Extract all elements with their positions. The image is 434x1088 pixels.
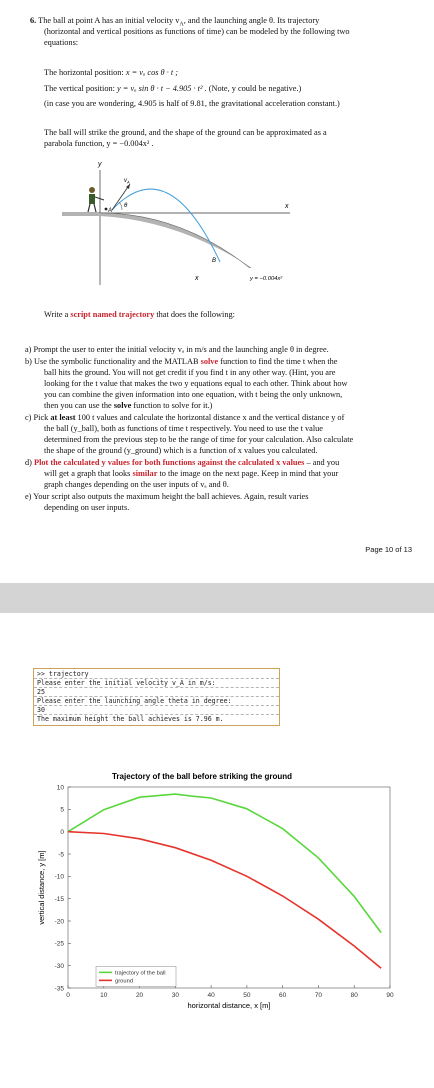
point-a-label: A [108, 208, 113, 214]
diagram-x-label-right: x [285, 203, 289, 210]
theta-label: θ [124, 203, 128, 209]
x-tick-label: 10 [100, 992, 108, 999]
intro-line-2: (horizontal and vertical positions as functions of time) can be modeled by the following two [44, 27, 350, 36]
x-tick-label: 20 [135, 992, 144, 999]
vertical-position-line: The vertical position: y = vₐ sin θ · t − 4.905 · t² . (Note, y could be negative.) [44, 84, 302, 93]
item-e-line-1: e) Your script also outputs the maximum height the ball achieves. Again, result varies [25, 492, 309, 501]
trajectory-chart [0, 763, 434, 1083]
horizontal-position-line: The horizontal position: x = vₐ cos θ · t ; [44, 68, 179, 77]
y-tick-label: -20 [54, 918, 64, 926]
y-tick-label: -15 [54, 895, 64, 903]
page-separator [0, 583, 434, 613]
question-number: 6. [30, 16, 37, 25]
y-tick-label: -10 [54, 873, 64, 881]
diagram-x-label-bottom: x [195, 275, 199, 282]
ground-surface [62, 213, 252, 268]
intro-line-3: equations: [44, 38, 79, 47]
trajectory-diagram [0, 150, 434, 285]
item-b-line-5: then you can use the solve function to solve for it.) [44, 401, 213, 410]
gravity-note: (in case you are wondering, 4.905 is half of 9.81, the gravitational acceleration constant.) [44, 99, 340, 108]
x-tick-label: 70 [314, 992, 323, 999]
y-axis-label: vertical distance, y [m] [37, 850, 46, 925]
launcher-figure-icon [88, 187, 107, 212]
ground-curve [100, 213, 250, 268]
ground-line-1: The ball will strike the ground, and the shape of the ground can be approximated as a [44, 128, 327, 137]
ground-equation-label: y = −0.004x² [250, 276, 283, 282]
console-line-1: >> trajectory [37, 670, 89, 678]
y-tick-label: 10 [56, 784, 64, 792]
legend-label: trajectory of the ball [115, 970, 166, 977]
item-a: a) Prompt the user to enter the initial velocity vₐ in m/s and the launching angle θ in degree. [25, 345, 329, 354]
x-tick-label: 30 [171, 992, 179, 999]
legend-label: ground [115, 978, 134, 985]
x-tick-label: 50 [243, 992, 251, 999]
ground-line-2: parabola function, y = −0.004x² . [44, 139, 154, 148]
x-tick-label: 60 [279, 992, 287, 999]
console-line-4: Please enter the launching angle theta in degree: [37, 697, 232, 705]
console-line-5: 30 [37, 706, 45, 714]
item-c-line-4: the shape of the ground (y_ground) which is a function of x values you calculated. [44, 446, 318, 455]
item-d-line-1: d) Plot the calculated y values for both functions against the calculated x values – and you [25, 458, 340, 467]
document-page-11 [0, 613, 434, 1088]
point-b-label: B [212, 258, 217, 264]
chart-legend [96, 966, 176, 986]
y-tick-label: -30 [54, 962, 64, 970]
item-c-line-2: the ball (y_ball), both as functions of time t respectively. You need to use the t value [44, 424, 323, 433]
item-b-line-3: looking for the t value that makes the two y equations equal to each other. Think about how [44, 379, 348, 388]
y-tick-label: -5 [58, 851, 64, 859]
item-b-line-2: ball hits the ground. You will not get credit if you find t in any other way. (Hint, you are [44, 368, 336, 377]
y-tick-label: 0 [60, 828, 64, 836]
x-tick-label: 80 [350, 992, 358, 999]
x-tick-label: 0 [66, 992, 70, 999]
item-c-line-1: c) Pick at least 100 t values and calculate the horizontal distance x and the vertical distance y of [25, 413, 345, 422]
y-tick-label: -35 [54, 985, 64, 993]
x-axis-label: horizontal distance, x [m] [187, 1001, 271, 1010]
series-line-1 [68, 832, 381, 969]
console-line-6: The maximum height the ball achieves is 7.96 m. [37, 715, 224, 723]
y-tick-label: 5 [60, 806, 64, 814]
chart-title: Trajectory of the ball before striking the ground [111, 772, 293, 781]
x-tick-label: 40 [207, 992, 215, 999]
y-tick-label: -25 [54, 940, 64, 948]
script-name: script named trajectory [70, 310, 155, 319]
x-tick-label: 90 [386, 992, 394, 999]
va-label: $v_A$ [124, 178, 130, 185]
item-c-line-3: determined from the previous step to be the range of time for your calculation. Also calculate [44, 435, 354, 444]
item-d-line-3: graph changes depending on the user inputs of vₐ and θ. [44, 480, 229, 489]
item-b-line-1: b) Use the symbolic functionality and the MATLAB solve function to find the time t when the [25, 357, 338, 366]
item-b-line-4: you can combine the given information into one equation, with t being the only unknown, [44, 390, 343, 399]
diagram-y-label: y [98, 161, 102, 168]
console-line-3: 25 [37, 688, 45, 696]
series-line-0 [68, 794, 381, 933]
page-number: Page 10 of 13 [365, 545, 412, 554]
intro-line-1: 6. The ball at point A has an initial velocity $v_A$, and the launching angle θ. Its trajectory [30, 16, 320, 28]
write-script-line: Write a script named trajectory that does the following: [44, 310, 235, 319]
item-e-line-2: depending on user inputs. [44, 503, 130, 512]
matlab-console [33, 668, 280, 726]
plot-area [68, 787, 390, 988]
console-line-2: Please enter the initial velocity v_A in m/s: [37, 679, 216, 687]
item-d-line-2: will get a graph that looks similar to the image on the next page. Keep in mind that your [44, 469, 339, 478]
